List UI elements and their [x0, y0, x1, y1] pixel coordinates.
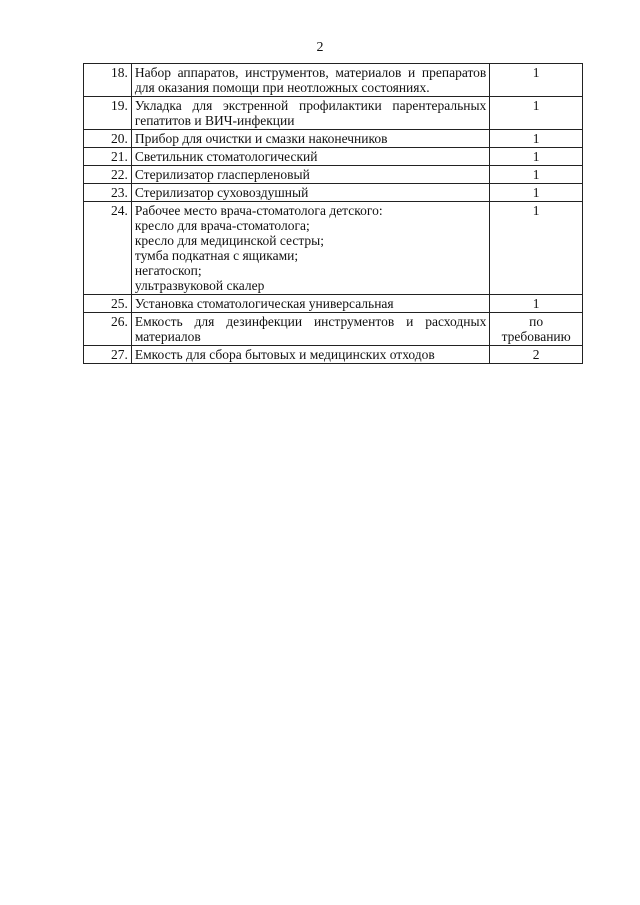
- table-row: [84, 295, 583, 313]
- table-row: [84, 184, 583, 202]
- item-quantity: 1: [490, 202, 583, 295]
- row-number: 23.: [84, 184, 132, 202]
- item-name: Прибор для очистки и смазки наконечников: [131, 130, 489, 148]
- item-name: Стерилизатор гласперленовый: [131, 166, 489, 184]
- table-row: [84, 130, 583, 148]
- item-name: Стерилизатор суховоздушный: [131, 184, 489, 202]
- table-row: [84, 346, 583, 364]
- item-name: Емкость для сбора бытовых и медицинских отходов: [131, 346, 489, 364]
- row-number: 19.: [84, 97, 132, 130]
- row-number: 20.: [84, 130, 132, 148]
- item-name: Емкость для дезинфекции инструментов и расходных материалов: [131, 313, 489, 346]
- item-name: Укладка для экстренной профилактики парентеральных гепатитов и ВИЧ-инфекции: [131, 97, 489, 130]
- row-number: 25.: [84, 295, 132, 313]
- row-number: 22.: [84, 166, 132, 184]
- sublist-item: кресло для врача-стоматолога;: [134, 218, 310, 233]
- item-quantity: 1: [490, 148, 583, 166]
- table-row: [84, 202, 583, 295]
- item-quantity: 1: [490, 64, 583, 97]
- table-row: [84, 97, 583, 130]
- equipment-table: [83, 63, 583, 364]
- row-number: 18.: [84, 64, 132, 97]
- item-name-with-sublist: [131, 202, 489, 295]
- row-number: 27.: [84, 346, 132, 364]
- table-row: [84, 148, 583, 166]
- row-number: 21.: [84, 148, 132, 166]
- table-row: [84, 166, 583, 184]
- item-heading: Рабочее место врача-стоматолога детского:: [134, 203, 383, 218]
- sublist-item: тумба подкатная с ящиками;: [134, 248, 299, 263]
- item-name: Набор аппаратов, инструментов, материалов и препаратов для оказания помощи при неотложных состояниях.: [131, 64, 489, 97]
- item-quantity: по требованию: [490, 313, 583, 346]
- item-quantity: 1: [490, 184, 583, 202]
- item-quantity: 1: [490, 295, 583, 313]
- item-name: Светильник стоматологический: [131, 148, 489, 166]
- item-quantity: 1: [490, 166, 583, 184]
- item-quantity: 2: [490, 346, 583, 364]
- page-number: 2: [316, 40, 324, 55]
- table-row: [84, 313, 583, 346]
- row-number: 24.: [84, 202, 132, 295]
- item-quantity: 1: [490, 130, 583, 148]
- sublist-item: ультразвуковой скалер: [134, 278, 265, 293]
- sublist-item: кресло для медицинской сестры;: [134, 233, 324, 248]
- table-row: [84, 64, 583, 97]
- item-quantity: 1: [490, 97, 583, 130]
- sublist-item: негатоскоп;: [134, 263, 202, 278]
- row-number: 26.: [84, 313, 132, 346]
- item-name: Установка стоматологическая универсальная: [131, 295, 489, 313]
